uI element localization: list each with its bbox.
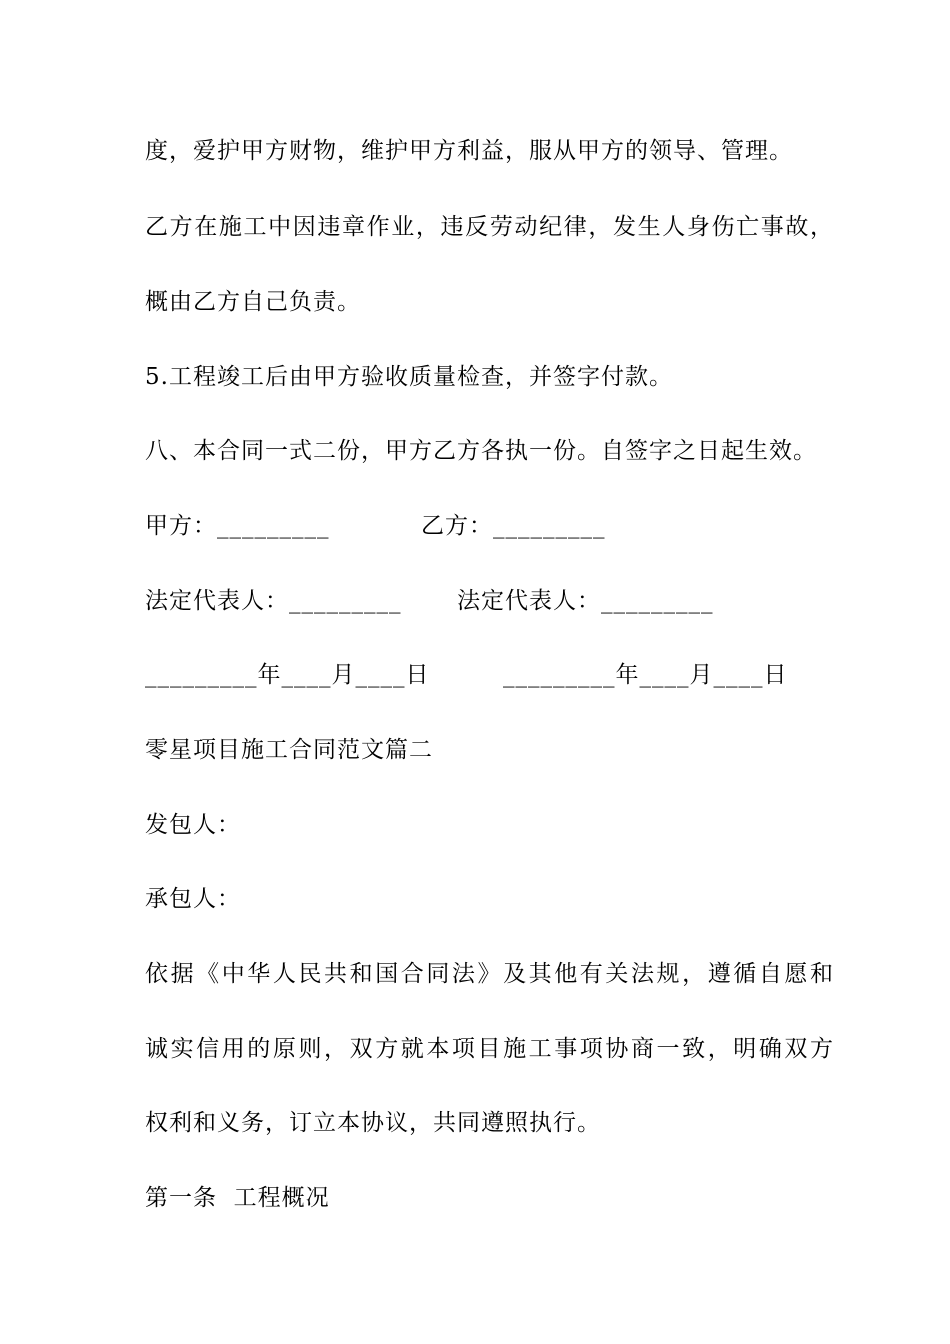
party-b-date: _________年____月____日 bbox=[503, 662, 788, 688]
party-b-representative: 法定代表人：_________ bbox=[457, 588, 714, 614]
body-line-3: 概由乙方自己负责。 bbox=[145, 289, 361, 315]
contractor-label: 承包人： bbox=[145, 886, 241, 912]
clause-8: 八、本合同一式二份，甲方乙方各执一份。自签字之日起生效。 bbox=[145, 438, 817, 464]
preamble-line-1: 依据《中华人民共和国合同法》及其他有关法规，遵循自愿和 bbox=[145, 961, 833, 987]
party-b-signature: 乙方：_________ bbox=[421, 513, 606, 539]
party-a-signature: 甲方：_________ bbox=[145, 513, 330, 539]
clause-5: 5.工程竣工后由甲方验收质量检查，并签字付款。 bbox=[145, 364, 673, 390]
body-line-1: 度，爱护甲方财物，维护甲方利益，服从甲方的领导、管理。 bbox=[145, 138, 793, 164]
preamble-line-2: 诚实信用的原则，双方就本项目施工事项协商一致，明确双方 bbox=[145, 1036, 833, 1062]
party-a-date: _________年____月____日 bbox=[145, 662, 430, 688]
section-title: 零星项目施工合同范文篇二 bbox=[145, 737, 433, 763]
body-line-2: 乙方在施工中因违章作业，违反劳动纪律，发生人身伤亡事故， bbox=[145, 214, 833, 240]
preamble-line-3: 权利和义务，订立本协议，共同遵照执行。 bbox=[145, 1110, 601, 1136]
employer-label: 发包人： bbox=[145, 812, 241, 838]
party-a-representative: 法定代表人：_________ bbox=[145, 588, 402, 614]
article-1-heading: 第一条 工程概况 bbox=[145, 1185, 330, 1211]
